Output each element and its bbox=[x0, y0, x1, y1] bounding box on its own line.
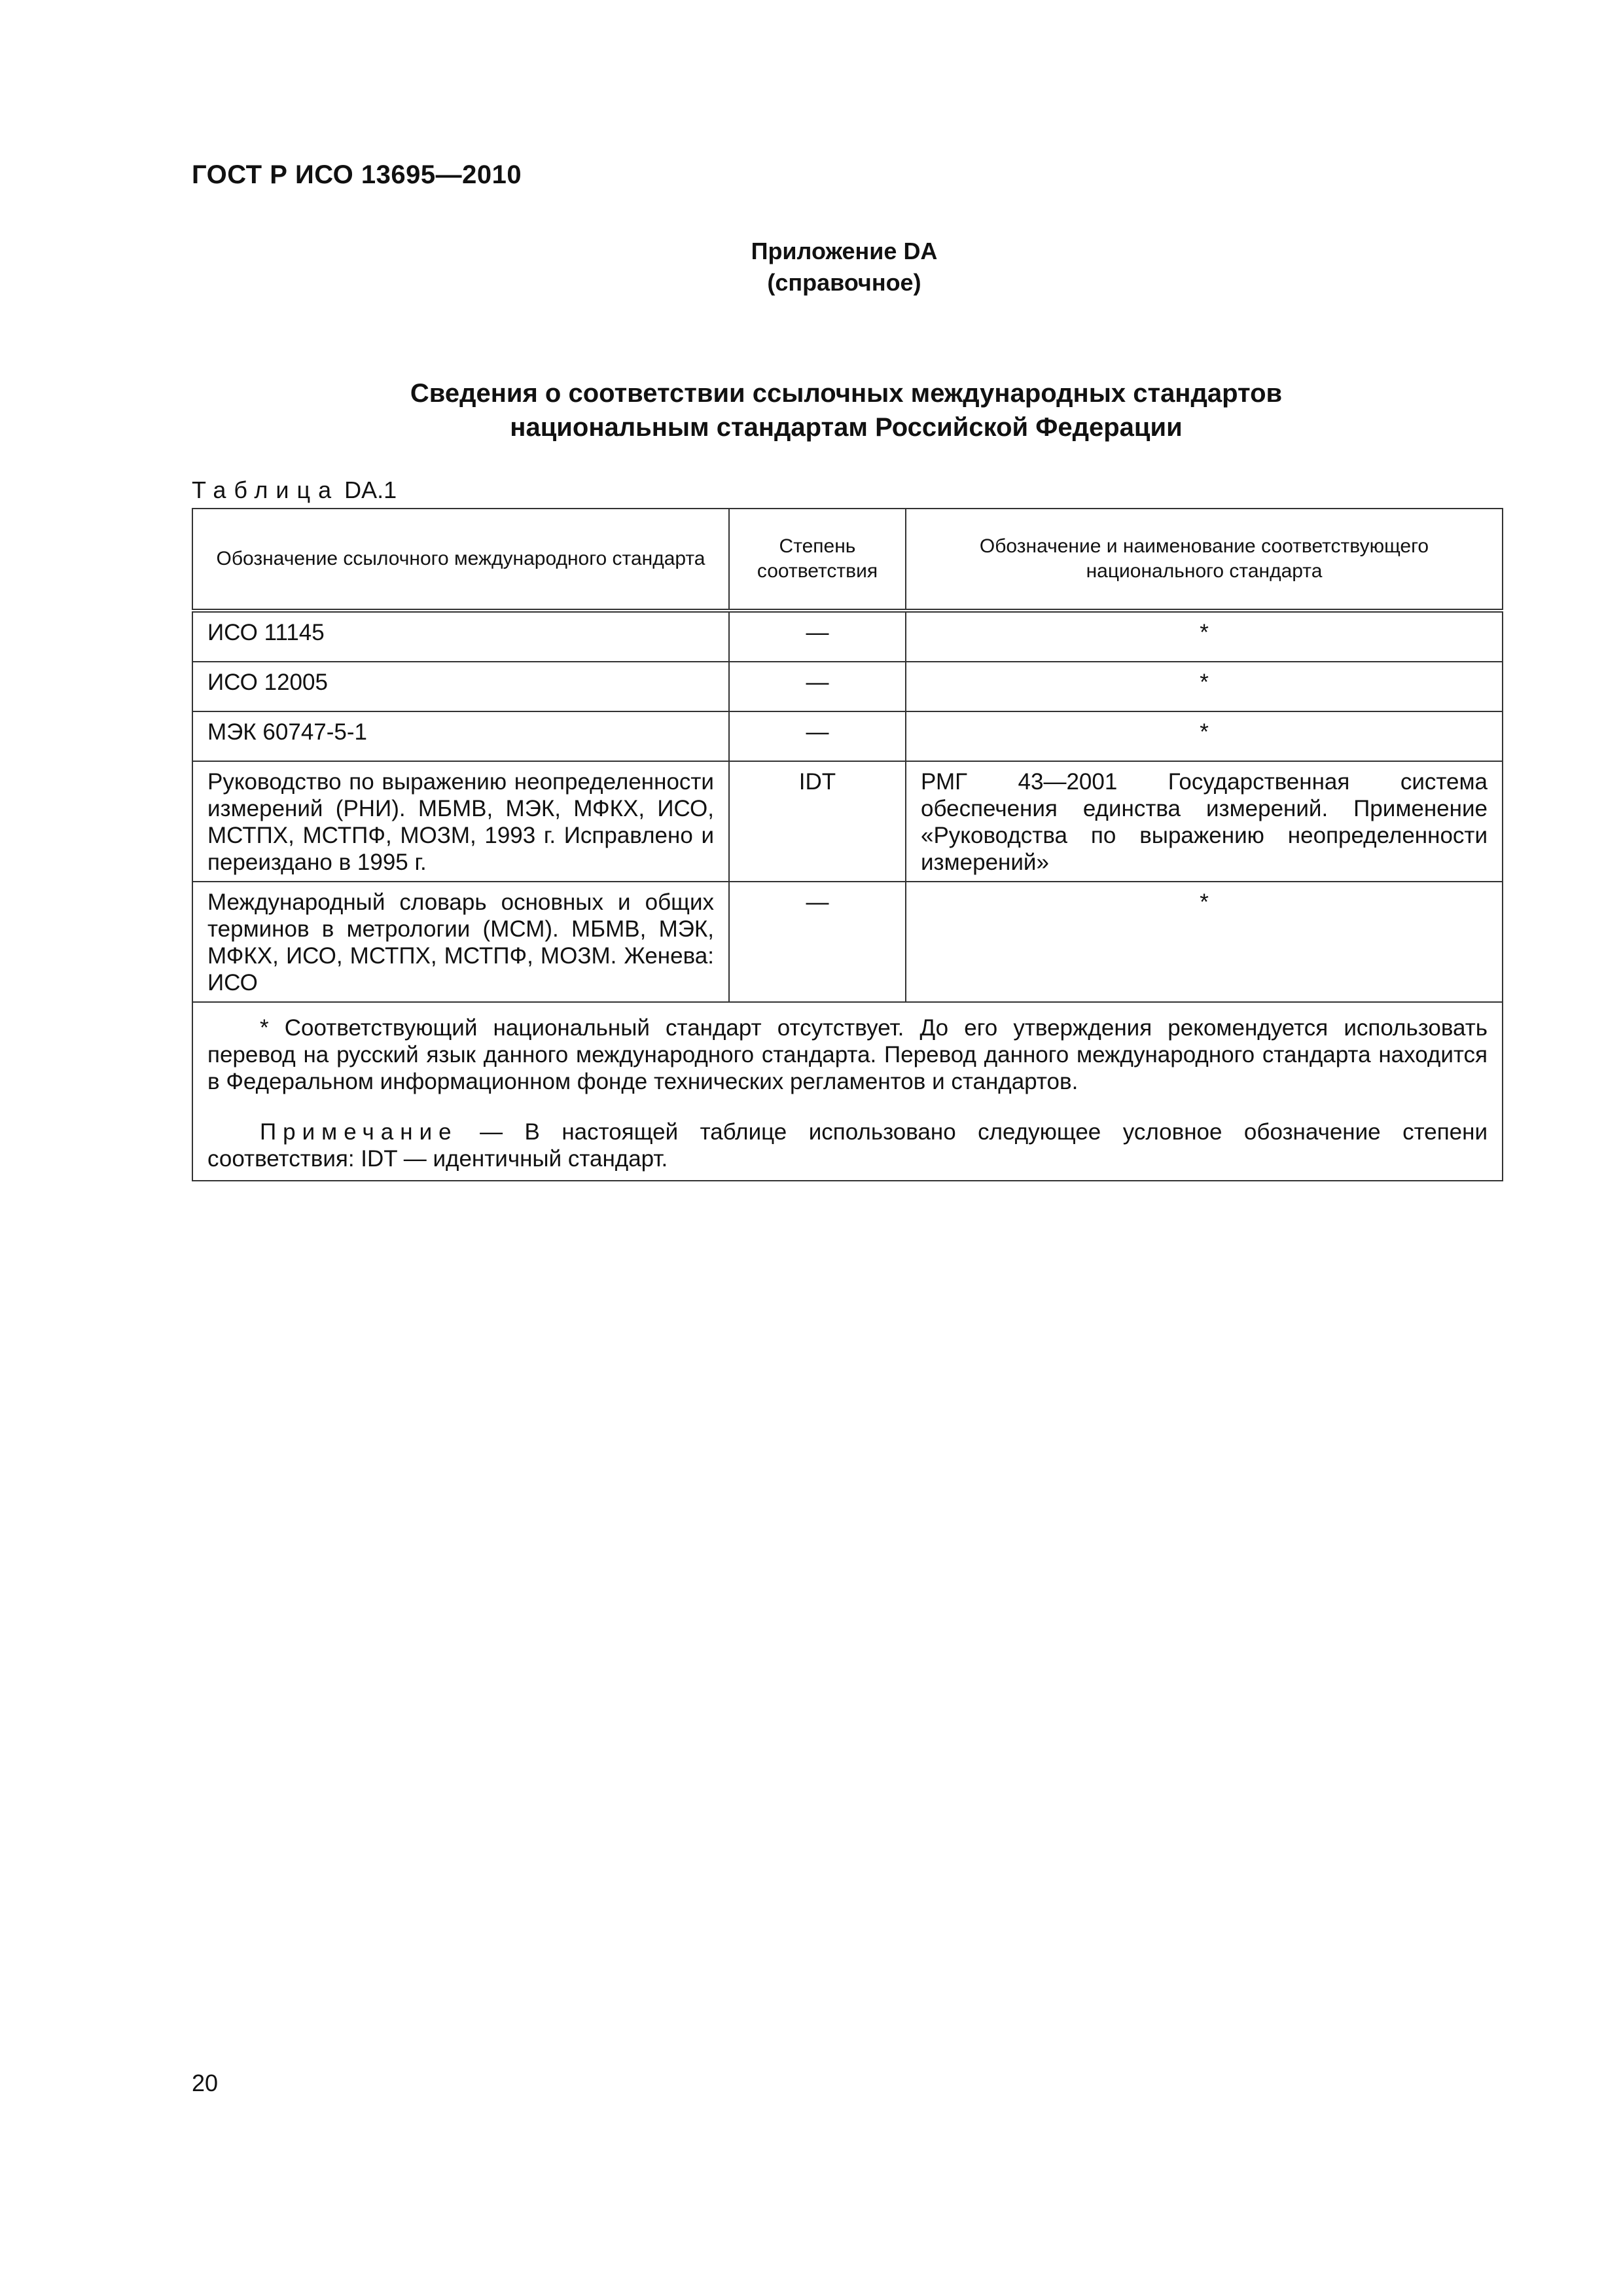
correspondence-table bbox=[192, 508, 1503, 1181]
table-caption-number: DA.1 bbox=[344, 476, 397, 503]
section-title-line-1: Сведения о соответствии ссылочных международных стандартов bbox=[410, 379, 1283, 408]
note-text: — В настоящей таблице использовано следующее условное обозначение степени соответствия: IDT — идентичный стандарт. bbox=[207, 1119, 1488, 1172]
table-footer-row bbox=[192, 1002, 1503, 1181]
cell-degree: IDT bbox=[729, 761, 906, 882]
cell-reference: ИСО 11145 bbox=[192, 611, 729, 662]
column-header-national: Обозначение и наименование соответствующего национального стандарта bbox=[906, 509, 1503, 611]
cell-degree: — bbox=[729, 611, 906, 662]
annex-title: Приложение DA bbox=[751, 238, 938, 264]
table-header-row bbox=[192, 509, 1503, 611]
cell-reference: Руководство по выражению неопределенности измерений (РНИ). МБМВ, МЭК, МФКХ, ИСО, МСТПХ, МСТПФ, МОЗМ, 1993 г. Исправлено и переиздано в 1995 г. bbox=[192, 761, 729, 882]
page-number: 20 bbox=[192, 2070, 219, 2096]
column-header-reference: Обозначение ссылочного международного стандарта bbox=[192, 509, 729, 611]
column-header-degree: Степень соответствия bbox=[729, 509, 906, 611]
cell-national: * bbox=[906, 711, 1503, 761]
note bbox=[207, 1119, 1488, 1172]
cell-national: * bbox=[906, 611, 1503, 662]
table-caption bbox=[192, 476, 397, 504]
table-row bbox=[192, 882, 1503, 1002]
cell-national: * bbox=[906, 662, 1503, 711]
cell-degree: — bbox=[729, 711, 906, 761]
table-row bbox=[192, 761, 1503, 882]
table-row bbox=[192, 662, 1503, 711]
cell-reference: Международный словарь основных и общих терминов в метрологии (МСМ). МБМВ, МЭК, МФКХ, ИСО, МСТПХ, МСТПФ, МОЗМ. Женева: ИСО bbox=[192, 882, 729, 1002]
section-title-line-2: национальным стандартам Российской Федерации bbox=[510, 413, 1183, 442]
note-label: Примечание bbox=[260, 1119, 458, 1145]
table-row bbox=[192, 611, 1503, 662]
cell-degree: — bbox=[729, 882, 906, 1002]
annex-block bbox=[654, 236, 1034, 298]
cell-national: РМГ 43—2001 Государственная система обеспечения единства измерений. Применение «Руководства по выражению неопределенности измерений» bbox=[906, 761, 1503, 882]
cell-degree: — bbox=[729, 662, 906, 711]
annex-subtitle: (справочное) bbox=[767, 269, 921, 296]
cell-national: * bbox=[906, 882, 1503, 1002]
section-title bbox=[192, 376, 1501, 444]
footnote: * Соответствующий национальный стандарт отсутствует. До его утверждения рекомендуется использовать перевод на русский язык данного международного стандарта. Перевод данного международного стандарта находится в Федеральном информационном фонде технических регламентов и стандартов. bbox=[207, 1015, 1488, 1094]
table-caption-word: Таблица bbox=[192, 476, 340, 503]
document-code: ГОСТ Р ИСО 13695—2010 bbox=[192, 160, 522, 189]
cell-reference: МЭК 60747-5-1 bbox=[192, 711, 729, 761]
table-row bbox=[192, 711, 1503, 761]
table-footer bbox=[192, 1002, 1503, 1181]
cell-reference: ИСО 12005 bbox=[192, 662, 729, 711]
